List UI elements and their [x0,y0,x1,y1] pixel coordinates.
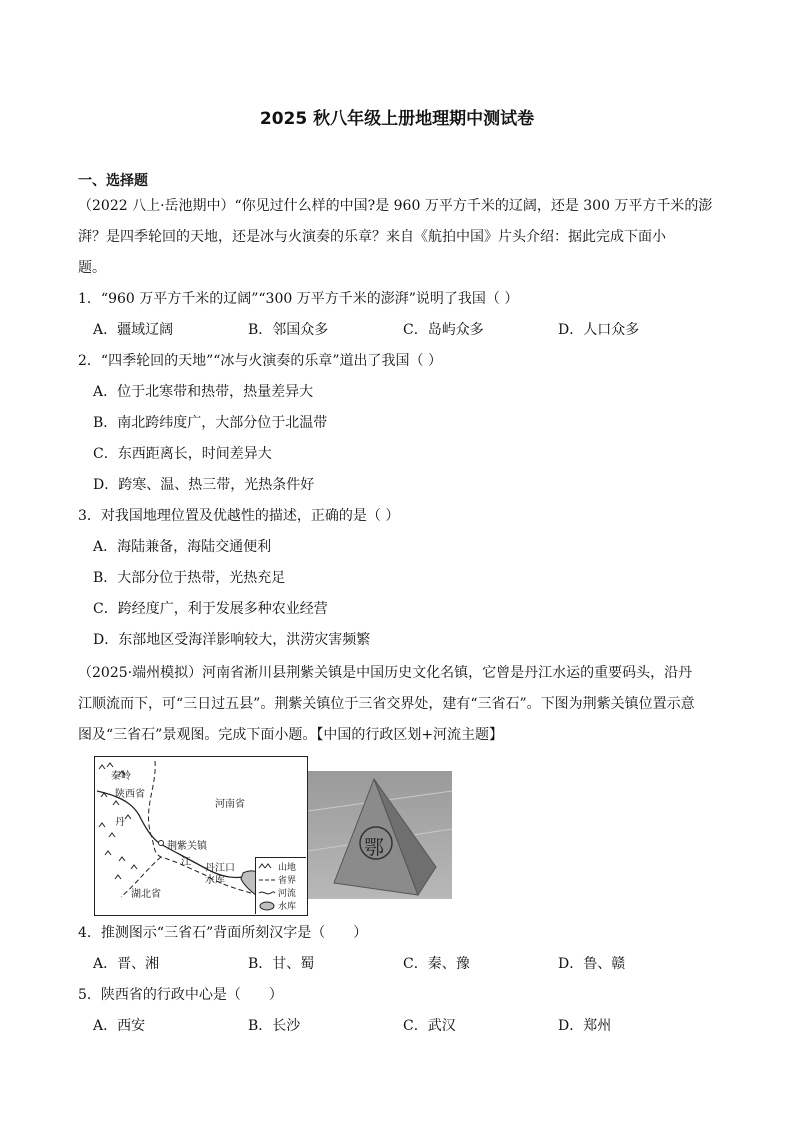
intro2-line-2: 江顺流而下，可“三日过五县”。荆紫关镇位于三省交界处，建有“三省石”。下图为荆紫关镇位置示意 [78,696,695,712]
legend-item-mountain: 山地 [278,863,297,873]
q2-option-b: B．南北跨纬度广，大部分位于北温带 [93,415,328,431]
intro1-line-3: 题。 [78,260,106,276]
map-label-reservoir-2: 水库 [205,875,225,886]
map-label-reservoir-1: 丹江口 [205,863,235,874]
map-label-shaanxi: 陕西省 [115,789,145,800]
intro1-line-1: （2022 八上·岳池期中）“你见过什么样的中国?是 960 万平方千米的辽阔，还是 300 万平方千米的澎 [78,198,713,214]
map-label-hubei: 湖北省 [131,889,161,900]
q3-option-a: A．海陆兼备，海陆交通便利 [93,539,272,555]
section-heading: 一、选择题 [78,173,148,189]
q4-option-c: C．秦、豫 [403,956,470,972]
q2-option-a: A．位于北寒带和热带，热量差异大 [93,384,314,400]
q4-option-d: D．鲁、赣 [558,956,626,972]
legend-reservoir-icon [260,902,274,910]
map-label-qinling: 秦岭 [111,771,131,782]
map-label-town: 荆紫关镇 [167,841,207,852]
q3-stem: 3．对我国地理位置及优越性的描述，正确的是（ ） [78,508,400,524]
q5-option-b: B．长沙 [248,1018,301,1034]
q5-stem: 5．陕西省的行政中心是（ ） [78,987,283,1003]
intro2-line-1: （2025·端州模拟）河南省淅川县荆紫关镇是中国历史文化名镇，它曾是丹江水运的重要码头，沿丹 [78,665,693,681]
town-marker [159,841,164,846]
map-label-dan: 丹 [115,817,125,828]
q2-stem: 2．“四季轮回的天地”“冰与火演奏的乐章”道出了我国（ ） [78,353,442,369]
stone-char: 鄂 [364,835,384,859]
q5-option-d: D．郑州 [558,1018,612,1034]
q2-option-c: C．东西距离长，时间差异大 [93,446,272,462]
q1-option-d: D．人口众多 [558,322,640,338]
legend-item-reservoir: 水库 [278,902,297,912]
location-map [94,756,308,916]
intro2-line-3: 图及“三省石”景观图。完成下面小题。【中国的行政区划+河流主题】 [78,727,504,743]
legend-mountain-icon [259,864,271,868]
q5-option-c: C．武汉 [403,1018,456,1034]
q3-option-b: B．大部分位于热带，光热充足 [93,570,286,586]
legend-item-boundary: 省界 [278,876,297,886]
q1-option-c: C．岛屿众多 [403,322,484,338]
map-label-jiang: 江 [181,857,191,868]
q1-option-b: B．邻国众多 [248,322,329,338]
intro1-line-2: 湃？是四季轮回的天地，还是冰与火演奏的乐章？来自《航拍中国》片头介绍：据此完成下面小 [78,229,666,245]
q5-option-a: A．西安 [93,1018,146,1034]
q3-option-c: C．跨经度广，利于发展多种农业经营 [93,601,328,617]
q2-option-d: D．跨寒、温、热三带，光热条件好 [93,477,315,493]
q1-option-a: A．疆域辽阔 [93,322,174,338]
q4-stem: 4．推测图示“三省石”背面所刻汉字是（ ） [78,925,368,941]
page-title: 2025 秋八年级上册地理期中测试卷 [259,109,535,129]
legend-river-icon [259,892,275,894]
map-legend [255,857,306,914]
legend-item-river: 河流 [278,889,297,899]
q3-option-d: D．东部地区受海洋影响较大，洪涝灾害频繁 [93,632,371,648]
q1-stem: 1．“960 万平方千米的辽阔”“300 万平方千米的澎湃”说明了我国（ ） [78,291,519,307]
three-province-stone-photo [308,771,452,899]
map-label-henan: 河南省 [215,799,245,810]
q4-option-a: A．晋、湘 [93,956,160,972]
q4-option-b: B．甘、蜀 [248,956,315,972]
